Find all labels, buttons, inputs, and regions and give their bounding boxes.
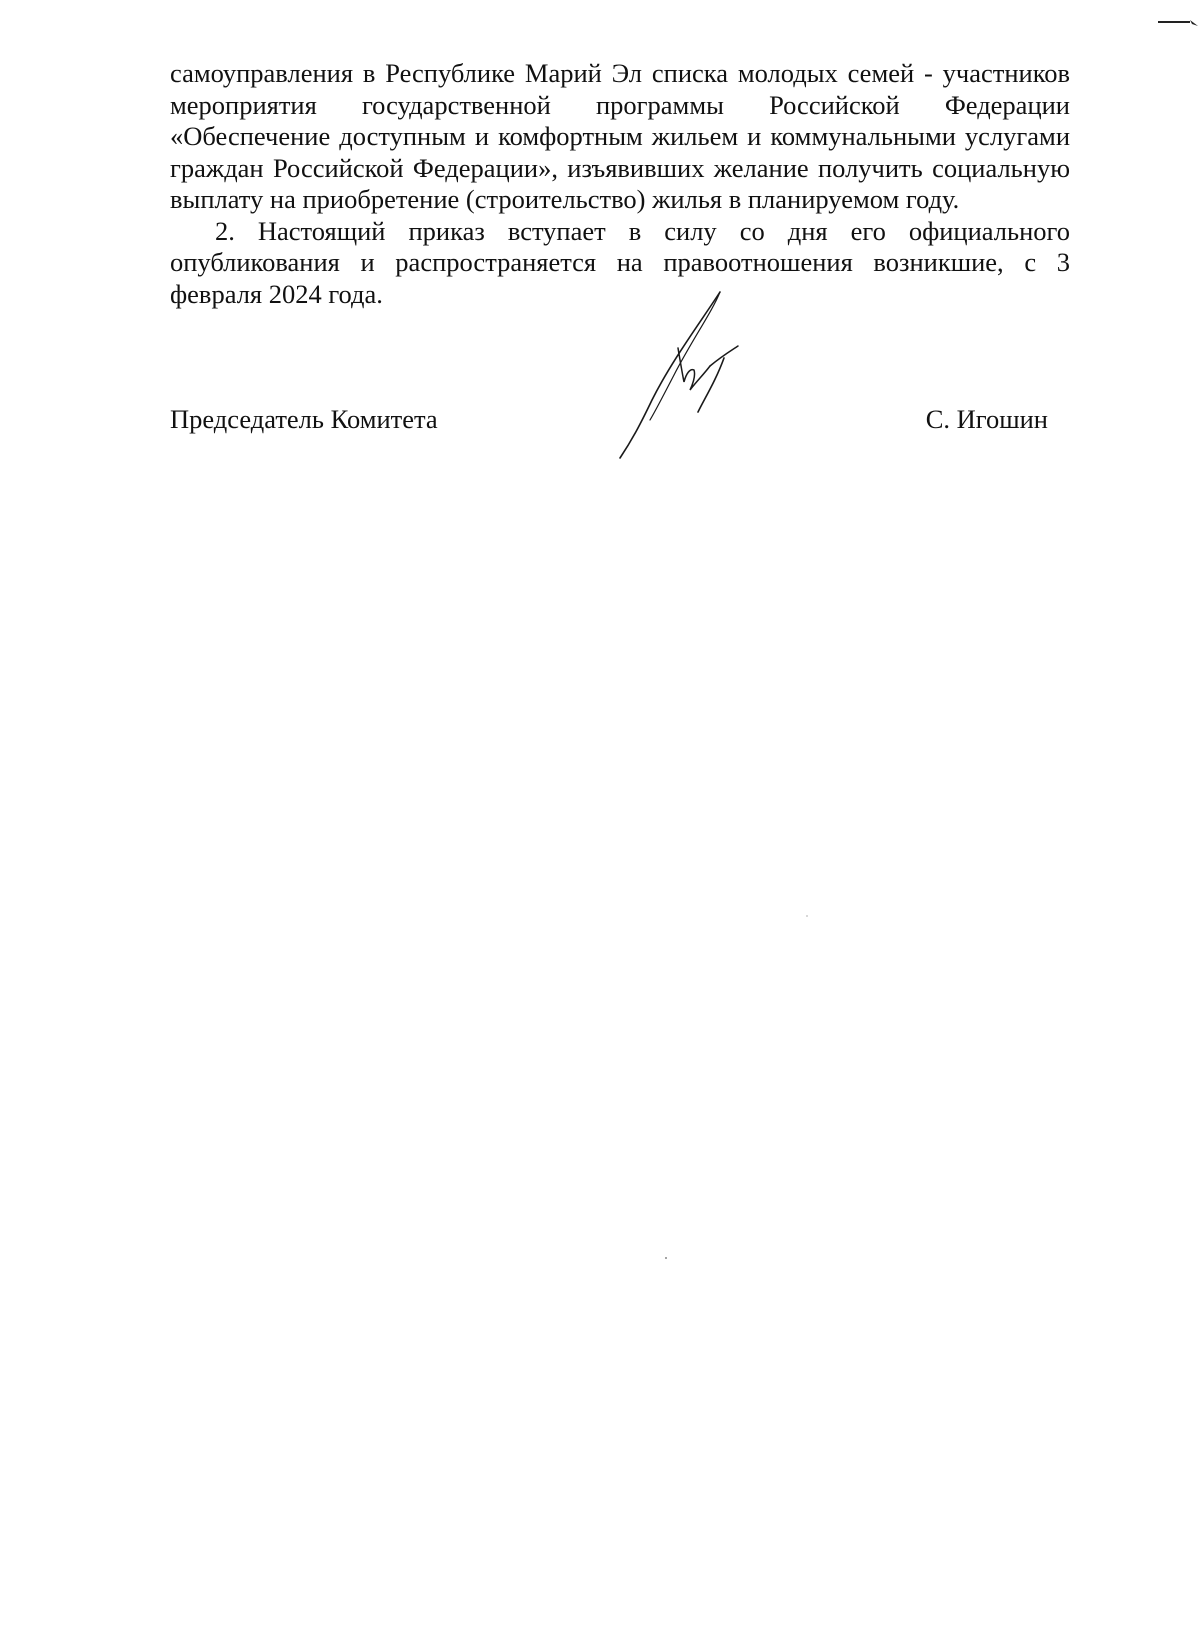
scan-edge-mark (1156, 14, 1200, 30)
signer-title: Председатель Комитета (170, 404, 438, 434)
handwritten-signature (612, 290, 762, 460)
scan-speck (806, 915, 808, 917)
document-body (170, 58, 1070, 310)
signer-name: С. Игошин (925, 404, 1048, 434)
scan-speck (665, 1257, 667, 1259)
paragraph-continuation: самоуправления в Республике Марий Эл списка молодых семей - участников мероприятия государственной программы Российской Федерации «Обеспечение доступным и комфортным жильем и коммунальными услугами граждан Российской Федерации», изъявивших желание получить социальную выплату на приобретение (строительство) жилья в планируемом году. (170, 58, 1070, 214)
paragraph-item-2: 2. Настоящий приказ вступает в силу со дня его официального опубликования и распространяется на правоотношения возникшие, с 3 февраля 2024 года. (170, 215, 1070, 309)
